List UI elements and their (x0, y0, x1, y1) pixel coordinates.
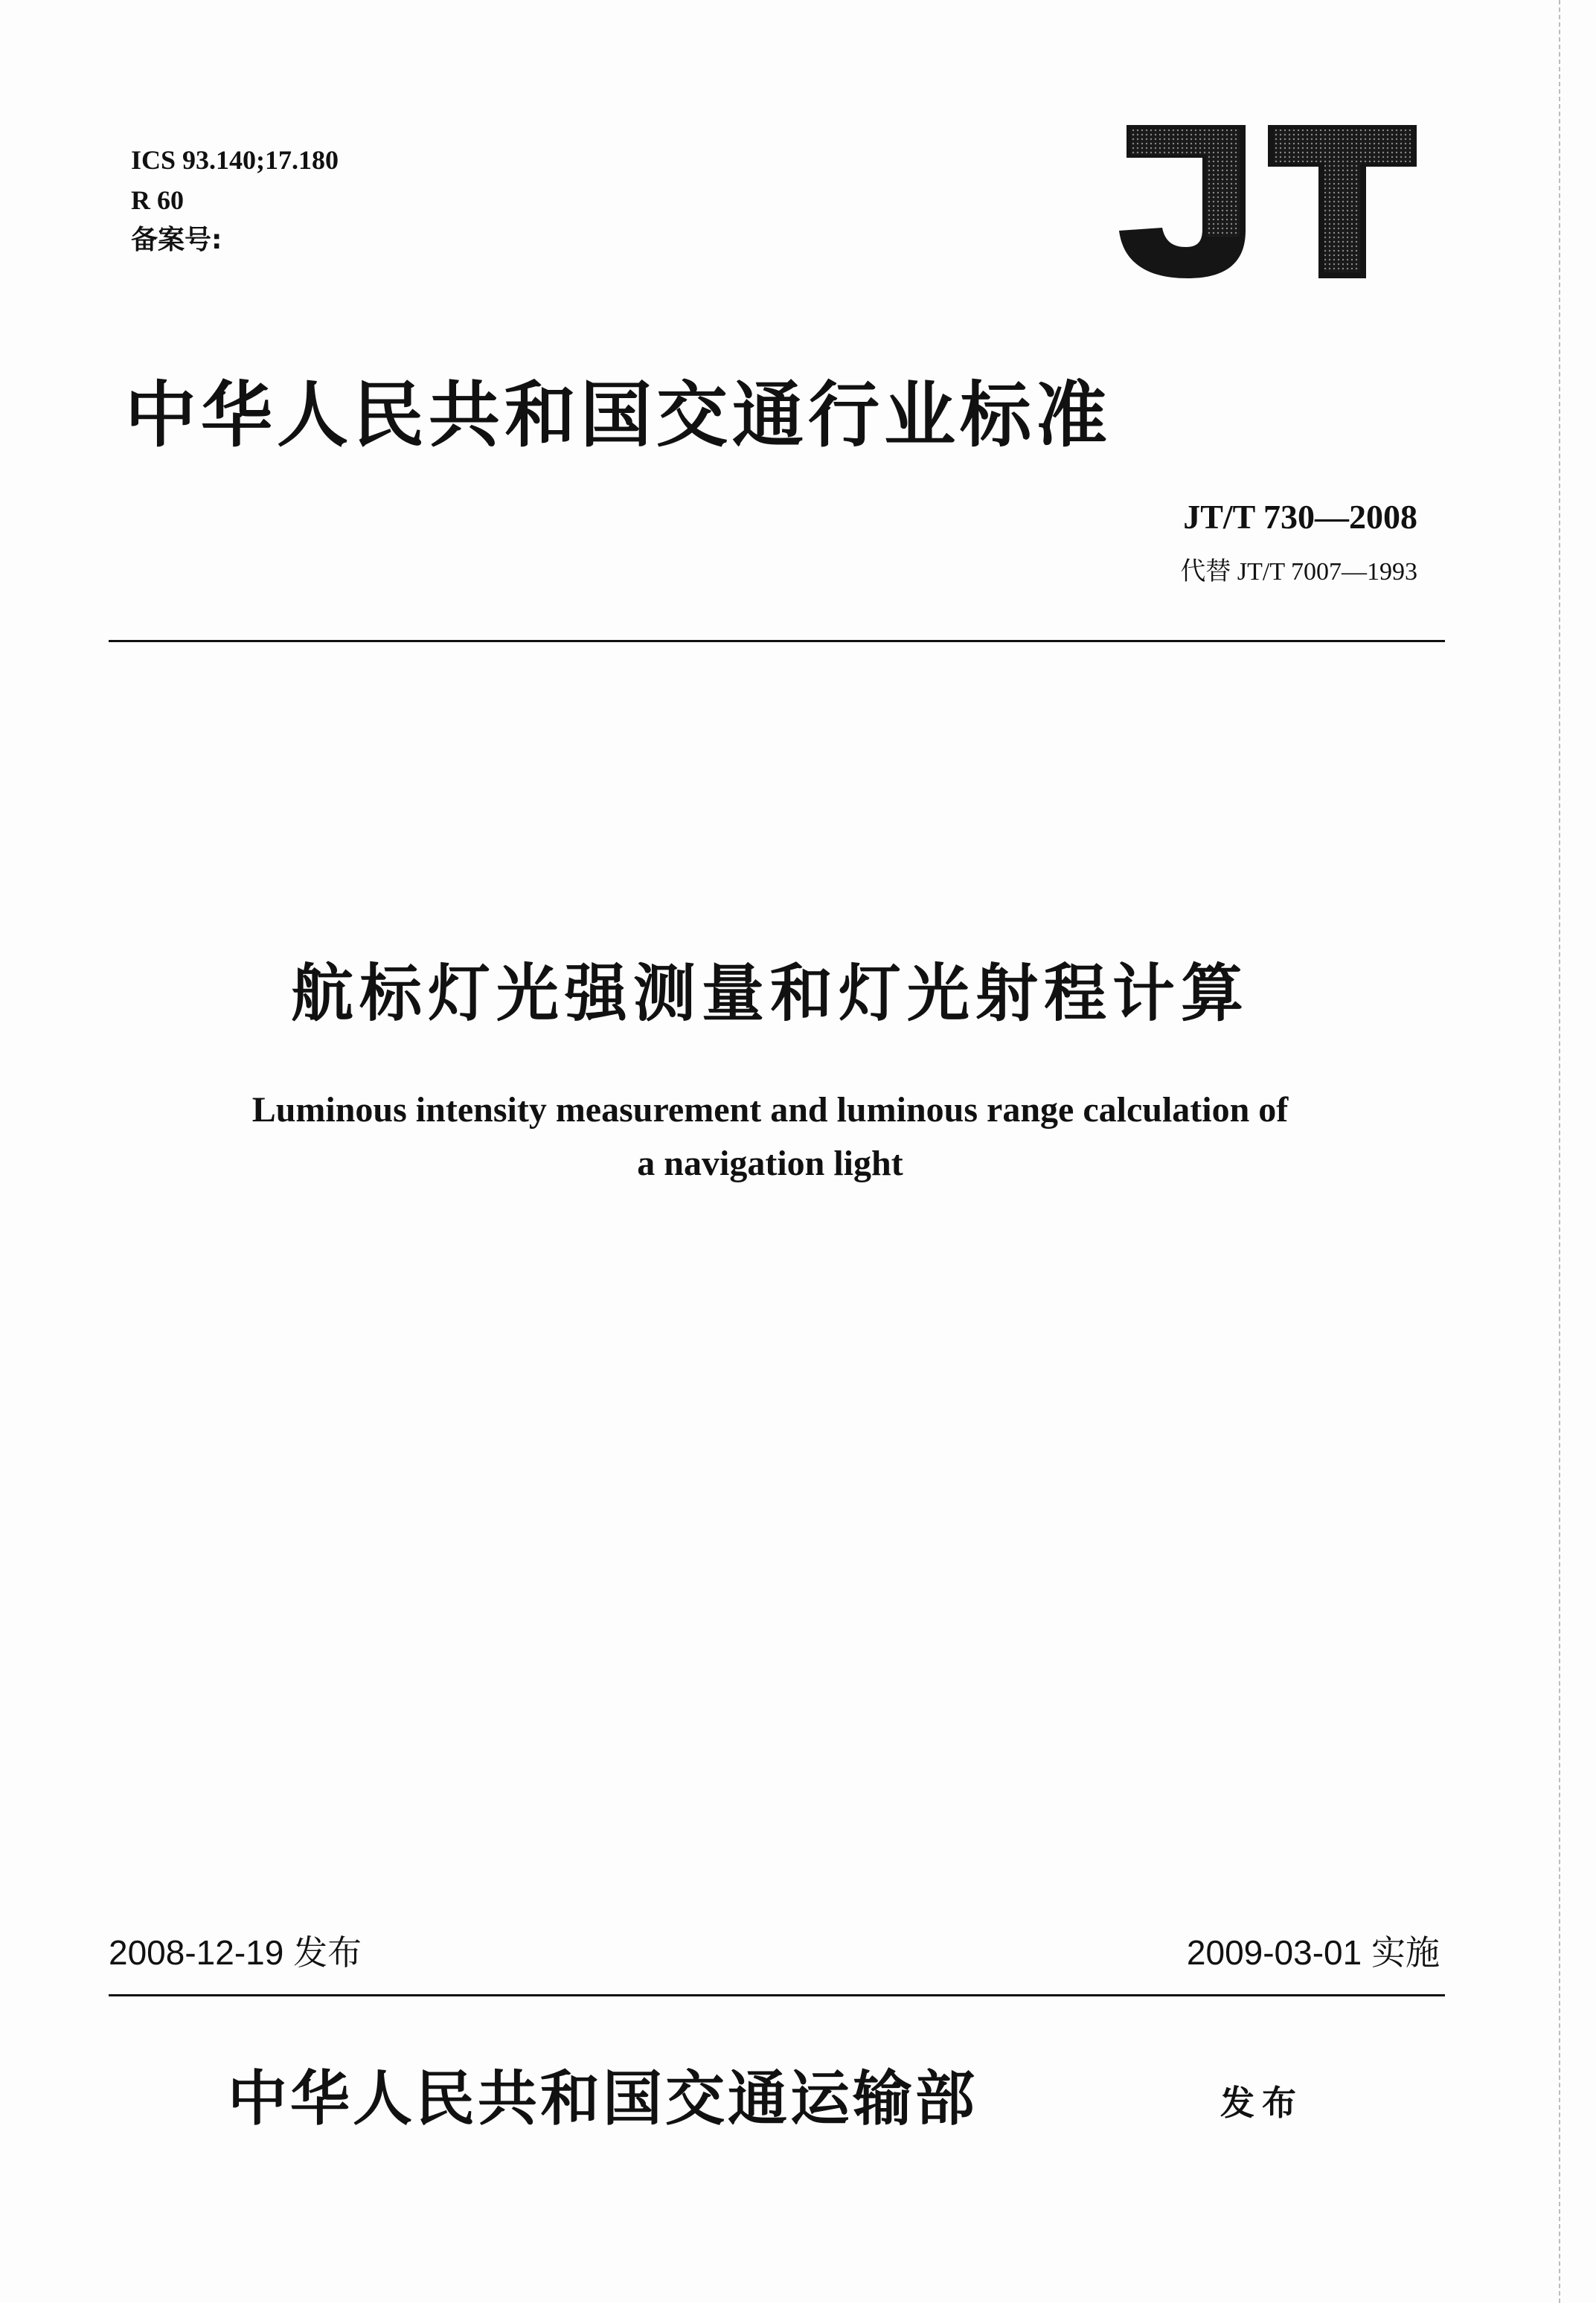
standard-number: JT/T 730—2008 (1183, 498, 1417, 536)
ccs-code: R 60 (131, 185, 184, 215)
logo-text: JT (1104, 119, 1105, 120)
scan-edge-line (1559, 0, 1560, 2303)
ics-code: ICS 93.140;17.180 (131, 145, 339, 175)
publisher-name: 中华人民共和国交通运输部 (228, 2063, 978, 2133)
classification-block (131, 140, 339, 260)
jt-logo (1104, 119, 1424, 283)
authority-title: 中华人民共和国交通行业标准 (125, 373, 1112, 457)
issue-date: 2008-12-19 发布 (109, 1933, 362, 1972)
english-title-line-1: Luminous intensity measurement and luminous range calculation of (251, 1090, 1289, 1130)
record-number: 备案号: (131, 225, 222, 255)
implementation-date: 2009-03-01 实施 (1186, 1933, 1440, 1972)
publisher-suffix: 发布 (1220, 2083, 1304, 2123)
replaced-standard: 代替 JT/T 7007—1993 (1180, 558, 1417, 586)
english-title-line-2: a navigation light (637, 1144, 903, 1183)
english-title (149, 1083, 1391, 1191)
jt-logo-graphic (1104, 119, 1424, 283)
chinese-title: 航标灯光强测量和灯光射程计算 (290, 957, 1249, 1030)
bottom-divider (109, 1994, 1445, 1996)
top-divider (109, 640, 1445, 642)
